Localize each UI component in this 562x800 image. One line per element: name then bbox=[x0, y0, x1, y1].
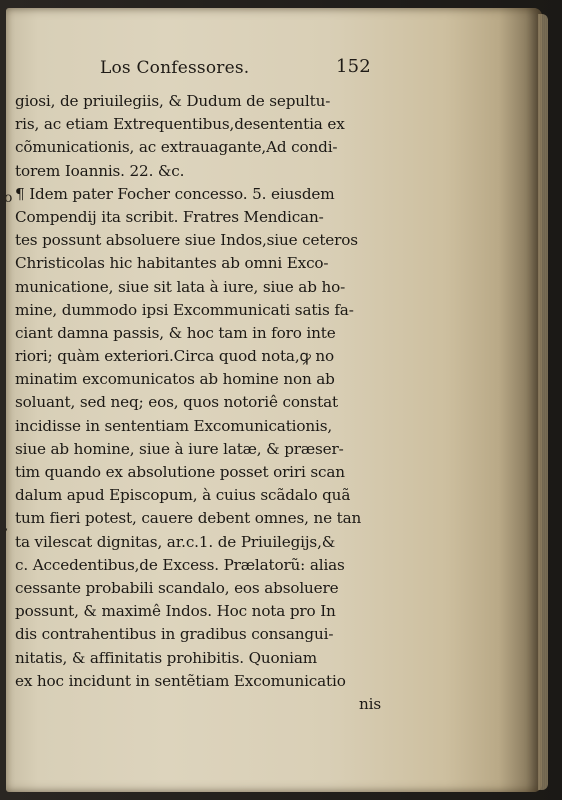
text-line: mine, dummodo ipsi Excommunicati satis fa- bbox=[15, 300, 354, 319]
text-line: cõmunicationis, ac extrauagante,Ad condi- bbox=[15, 138, 338, 157]
text-line: dis contrahentibus in gradibus consangui- bbox=[15, 625, 334, 644]
text-line: c. Accedentibus,de Excess. Prælatorũ: alias bbox=[15, 555, 345, 574]
margin-mark-1: o bbox=[4, 190, 13, 206]
text-line: torem Ioannis. 22. &c. bbox=[15, 161, 185, 180]
page-number: 152 bbox=[336, 56, 371, 77]
text-line: ex hoc incidunt in sentẽtiam Excomunicatio bbox=[15, 671, 346, 690]
text-line: municatione, siue sit lata à iure, siue ab ho- bbox=[15, 277, 346, 296]
text-line: ¶ Idem pater Focher concesso. 5. eiusdem bbox=[15, 184, 335, 203]
text-line: Compendij ita scribit. Fratres Mendican- bbox=[15, 207, 324, 226]
page-edges bbox=[538, 14, 548, 790]
text-line: tim quando ex absolutione posset oriri scan bbox=[15, 463, 345, 481]
text-line: tum fieri potest, cauere debent omnes, ne tan bbox=[15, 509, 362, 528]
text-line: giosi, de priuilegiis, & Dudum de sepultu- bbox=[15, 92, 331, 110]
text-line: minatim excomunicatos ab homine non ab bbox=[15, 370, 335, 389]
running-title: Los Confessores. bbox=[100, 58, 250, 78]
text-line: ta vilescat dignitas, ar.c.1. de Priuilegijs,& bbox=[15, 532, 336, 551]
text-line: ciant damna passis, & hoc tam in foro inte bbox=[15, 323, 336, 342]
text-line: riori; quàm exteriori.Circa quod nota,ꝙ no bbox=[15, 347, 335, 366]
text-line: possunt, & maximê Indos. Hoc nota pro In bbox=[15, 602, 336, 621]
text-line: Christicolas hic habitantes ab omni Exco- bbox=[15, 254, 329, 273]
text-line: nitatis, & affinitatis prohibitis. Quoniam bbox=[15, 648, 318, 667]
text-line: cessante probabili scandalo, eos absoluere bbox=[15, 578, 339, 597]
body-text bbox=[15, 90, 395, 716]
text-line: dalum apud Episcopum, à cuius scãdalo quã bbox=[15, 486, 351, 505]
text-line: soluant, sed neq; eos, quos notoriê constat bbox=[15, 393, 338, 412]
margin-mark-2: , bbox=[4, 518, 9, 534]
text-line: incidisse in sententiam Excomunicationis, bbox=[15, 416, 333, 435]
text-line: siue ab homine, siue à iure latæ, & præser- bbox=[15, 439, 344, 458]
text-line: tes possunt absoluere siue Indos,siue ceteros bbox=[15, 231, 358, 250]
text-line: ris, ac etiam Extrequentibus,desententia ex bbox=[15, 115, 345, 134]
catchword: nis bbox=[359, 694, 381, 713]
page-header bbox=[100, 58, 370, 84]
